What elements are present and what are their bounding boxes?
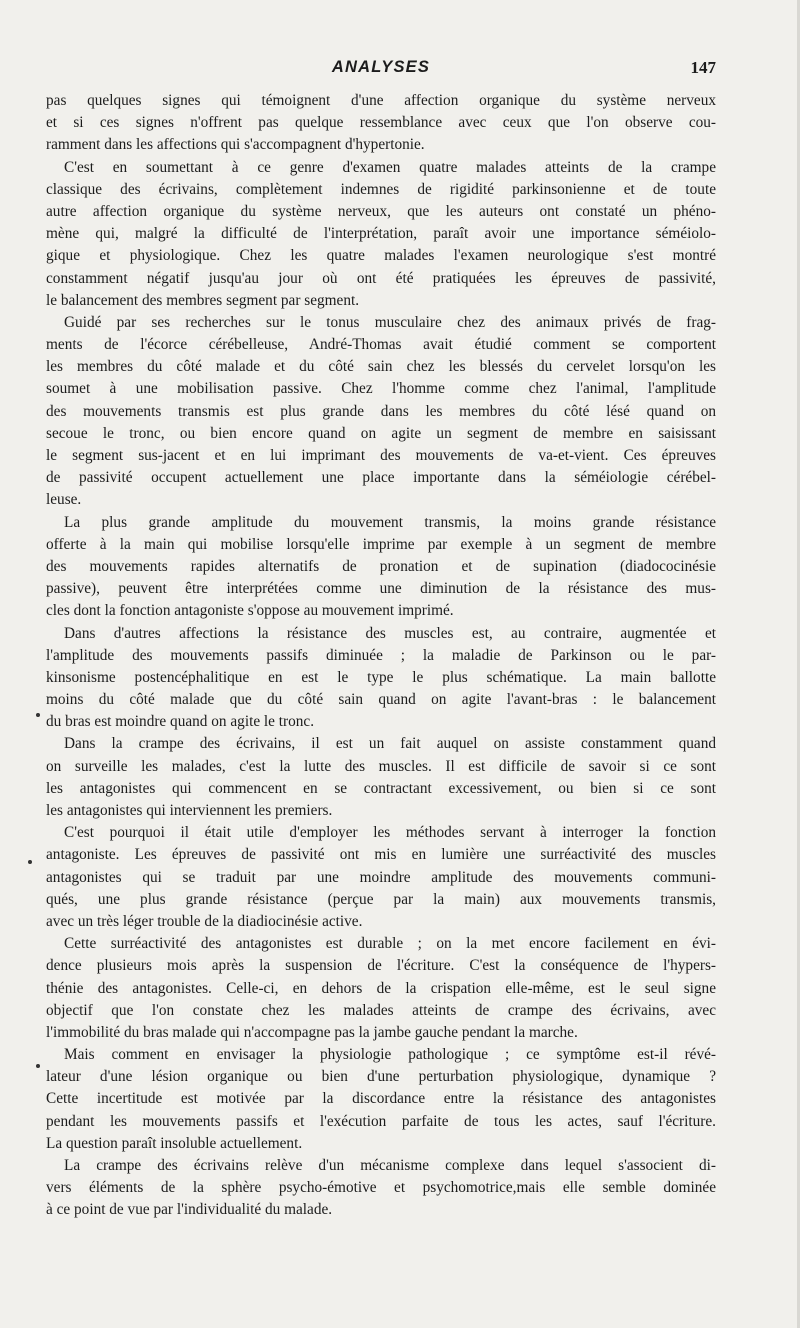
paragraph (46, 733, 716, 822)
text-line: les membres du côté malade et du côté sain chez les blessés du cervelet lorsqu'on les (46, 358, 716, 376)
running-title: ANALYSES (331, 58, 431, 76)
text-line: C'est en soumettant à ce genre d'examen quatre malades atteints de la crampe (64, 158, 716, 176)
text-line: antagoniste. Les épreuves de passivité ont mis en lumière une surréactivité des muscles (46, 846, 716, 864)
text-line: du bras est moindre quand on agite le tronc. (46, 713, 315, 731)
text-line: lateur d'une lésion organique ou bien d'une perturbation physiologique, dynamique ? (46, 1068, 716, 1086)
text-line: vers éléments de la sphère psycho-émotive et psychomotrice,mais elle semble dominée (46, 1179, 716, 1197)
text-line: on surveille les malades, c'est la lutte des muscles. Il est difficile de savoir si ce sont (46, 757, 716, 775)
paragraph (46, 157, 716, 312)
text-line: leuse. (46, 491, 82, 509)
page-number: 147 (690, 58, 716, 77)
text-line: classique des écrivains, complètement indemnes de rigidité parkinsonienne et de toute (46, 180, 716, 198)
text-line: les antagonistes qui commencent en se contractant excessivement, ou bien si ce sont (46, 779, 716, 797)
text-line: Dans la crampe des écrivains, il est un fait auquel on assiste constamment quand (64, 735, 716, 753)
text-line: de passivité occupent actuellement une place importante dans la séméiologie cérébel- (46, 469, 716, 487)
text-line: autre affection organique du système nerveux, que les auteurs ont constaté un phéno- (46, 202, 716, 220)
text-line: gique et physiologique. Chez les quatre malades l'examen neurologique s'est montré (46, 247, 716, 265)
text-line: le segment sus-jacent et en lui imprimant des mouvements de va-et-vient. Ces épreuves (46, 447, 716, 464)
text-line: passive), peuvent être interprétées comme une diminution de la résistance des mus- (46, 580, 716, 598)
text-line: objectif que l'on constate chez les malades atteints de crampe des écrivains, avec (46, 1001, 716, 1019)
text-line: et si ces signes n'offrent pas quelque ressemblance avec ceux que l'on observe cou- (46, 114, 716, 132)
paragraph (46, 623, 716, 734)
text-line: Mais comment en envisager la physiologie pathologique ; ce symptôme est-il révé- (64, 1046, 716, 1064)
text-line: offerte à la main qui mobilise lorsqu'elle imprime par exemple à un segment de membre (46, 535, 716, 553)
paragraph (46, 312, 716, 512)
text-line: à ce point de vue par l'individualité du malade. (46, 1201, 333, 1219)
text-line: ments de l'écorce cérébelleuse, André-Thomas avait étudié comment se comportent (46, 336, 716, 354)
paragraph (46, 512, 716, 623)
text-line: antagonistes qui se traduit par une moindre amplitude des mouvements communi- (46, 868, 716, 886)
text-line: avec un très léger trouble de la diadiocinésie active. (46, 912, 363, 930)
text-line: dence plusieurs mois après la suspension de l'écriture. C'est la conséquence de l'hypers- (46, 957, 716, 975)
text-line: les antagonistes qui interviennent les premiers. (46, 802, 333, 819)
margin-speck (36, 1064, 40, 1068)
margin-speck (28, 860, 32, 864)
text-line: Cette surréactivité des antagonistes est durable ; on la met encore facilement en évi- (64, 935, 716, 953)
paragraph (46, 1044, 716, 1155)
running-head (46, 58, 716, 80)
paragraph (46, 822, 716, 933)
text-line: kinsonisme postencéphalitique en est le type le plus schématique. La main ballotte (46, 668, 716, 686)
text-line: soumet à une mobilisation passive. Chez l'homme comme chez l'animal, l'amplitude (46, 380, 716, 398)
text-line: Cette incertitude est motivée par la discordance entre la résistance des antagonistes (46, 1090, 716, 1108)
body-text (46, 90, 716, 1222)
text-line: l'amplitude des mouvements passifs diminuée ; la maladie de Parkinson ou le par- (46, 646, 716, 664)
text-line: thénie des antagonistes. Celle-ci, en dehors de la crispation elle-même, est le seul signe (46, 979, 716, 997)
text-line: des mouvements transmis est plus grande dans les membres du côté lésé quand on (46, 402, 716, 420)
margin-speck (36, 713, 40, 717)
text-line: La question paraît insoluble actuellement. (46, 1134, 303, 1152)
text-line: secoue le tronc, ou bien encore quand on agite un segment de membre en saisissant (46, 424, 716, 442)
paragraph (46, 90, 716, 157)
text-line: La plus grande amplitude du mouvement transmis, la moins grande résistance (64, 513, 716, 531)
text-line: pendant les mouvements passifs et l'exécution parfaite de tous les actes, sauf l'écriture. (46, 1112, 716, 1130)
text-line: ramment dans les affections qui s'accompagnent d'hypertonie. (46, 136, 425, 154)
text-line: moins du côté malade que du côté sain quand on agite l'avant-bras : le balancement (46, 691, 716, 709)
text-line: La crampe des écrivains relève d'un mécanisme complexe dans lequel s'associent di- (64, 1157, 716, 1174)
text-line: le balancement des membres segment par segment. (46, 291, 360, 309)
text-line: constamment négatif jusqu'au jour où ont été pratiquées les épreuves de passivité, (46, 269, 716, 287)
paragraph (46, 933, 716, 1044)
text-line: qués, une plus grande résistance (perçue par la main) aux mouvements transmis, (46, 890, 716, 908)
text-line: cles dont la fonction antagoniste s'oppose au mouvement imprimé. (46, 602, 454, 620)
text-line: Guidé par ses recherches sur le tonus musculaire chez des animaux privés de frag- (64, 313, 716, 331)
text-line: mène qui, malgré la difficulté de l'interprétation, paraît avoir une importance séméiolo- (46, 225, 716, 243)
text-line: Dans d'autres affections la résistance des muscles est, au contraire, augmentée et (64, 624, 716, 642)
text-line: des mouvements rapides alternatifs de pronation et de supination (diadococinésie (46, 557, 716, 575)
text-line: pas quelques signes qui témoignent d'une affection organique du système nerveux (46, 92, 716, 109)
paragraph (46, 1155, 716, 1222)
text-line: l'immobilité du bras malade qui n'accompagne pas la jambe gauche pendant la marche. (46, 1023, 578, 1041)
text-line: C'est pourquoi il était utile d'employer les méthodes servant à interroger la fonction (64, 824, 716, 842)
